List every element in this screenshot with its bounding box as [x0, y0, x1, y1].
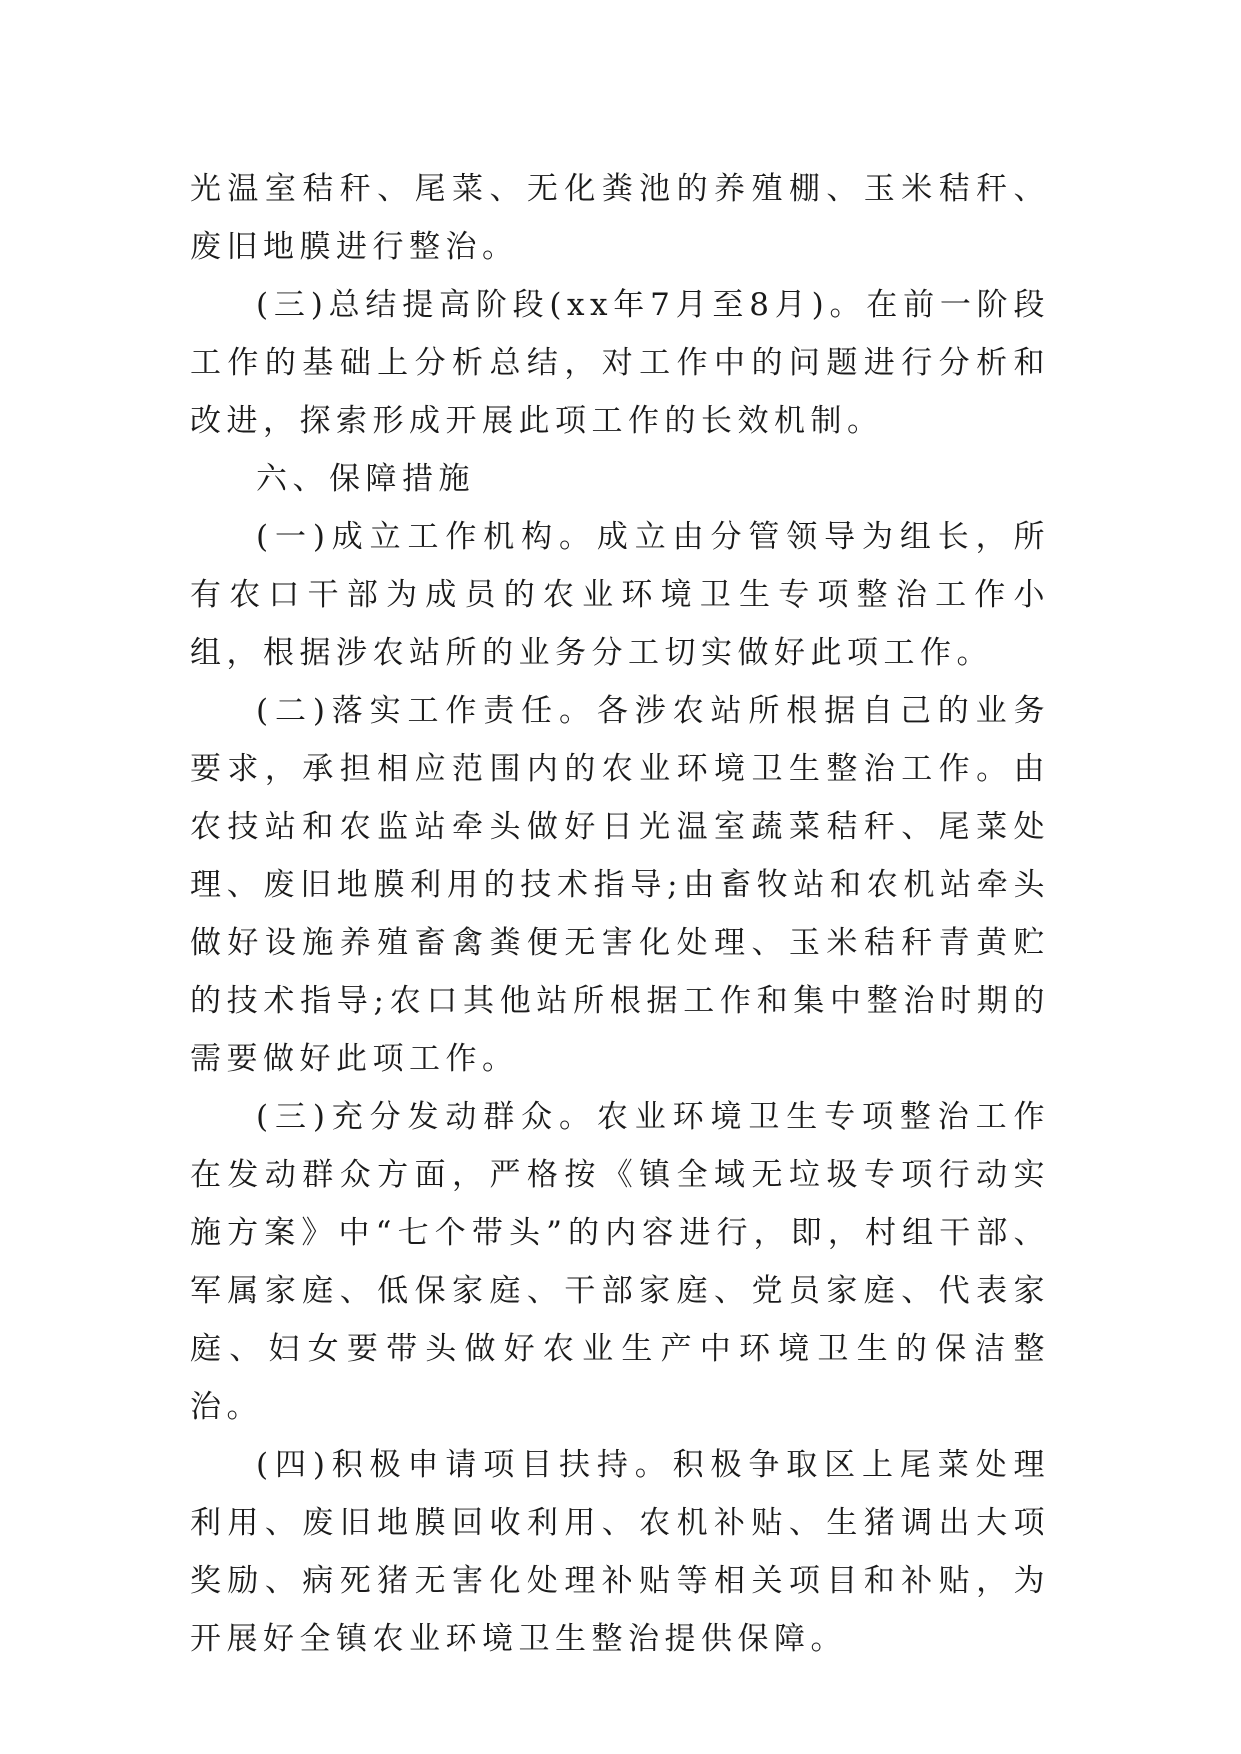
paragraph-continuation: 光温室秸秆、尾菜、无化粪池的养殖棚、玉米秸秆、废旧地膜进行整治。 [190, 171, 1050, 265]
document-page [190, 160, 1050, 1668]
paragraph-measure-three: (三)充分发动群众。农业环境卫生专项整治工作在发动群众方面，严格按《镇全域无垃圾专项行动实施方案》中“七个带头”的内容进行，即，村组干部、军属家庭、低保家庭、干部家庭、党员家庭、代表家庭、妇女要带头做好农业生产中环境卫生的保洁整治。 [190, 1099, 1050, 1425]
section-heading-safeguards: 六、保障措施 [256, 461, 475, 497]
paragraph-stage-three: (三)总结提高阶段(xx年7月至8月)。在前一阶段工作的基础上分析总结，对工作中的问题进行分析和改进，探索形成开展此项工作的长效机制。 [190, 287, 1050, 439]
paragraph-measure-two: (二)落实工作责任。各涉农站所根据自己的业务要求，承担相应范围内的农业环境卫生整治工作。由农技站和农监站牵头做好日光温室蔬菜秸秆、尾菜处理、废旧地膜利用的技术指导;由畜牧站和农机站牵头做好设施养殖畜禽粪便无害化处理、玉米秸秆青黄贮的技术指导;农口其他站所根据工作和集中整治时期的需要做好此项工作。 [190, 693, 1050, 1077]
paragraph-measure-four: (四)积极申请项目扶持。积极争取区上尾菜处理利用、废旧地膜回收利用、农机补贴、生猪调出大项奖励、病死猪无害化处理补贴等相关项目和补贴，为开展好全镇农业环境卫生整治提供保障。 [190, 1447, 1050, 1657]
paragraph-measure-one: (一)成立工作机构。成立由分管领导为组长，所有农口干部为成员的农业环境卫生专项整治工作小组，根据涉农站所的业务分工切实做好此项工作。 [190, 519, 1050, 671]
